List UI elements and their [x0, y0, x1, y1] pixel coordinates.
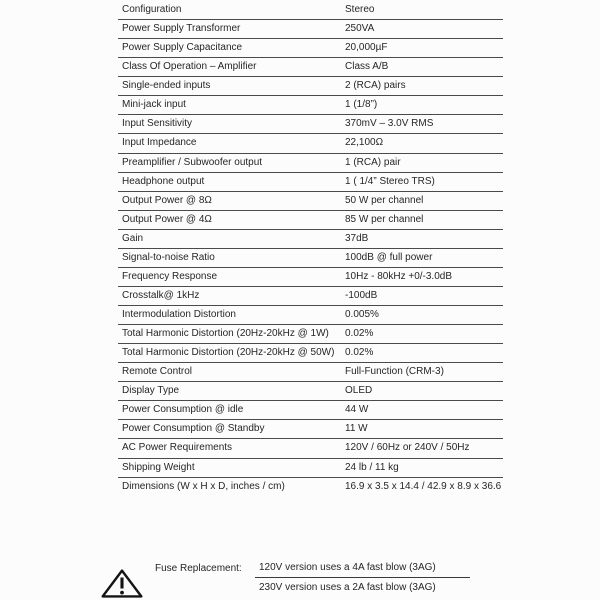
spec-value: 0.005%	[345, 309, 379, 321]
spec-label: Power Consumption @ idle	[122, 404, 244, 416]
spec-row	[118, 306, 503, 325]
spec-row	[118, 1, 503, 20]
spec-row	[118, 58, 503, 77]
spec-row	[118, 363, 503, 382]
spec-value: OLED	[345, 385, 373, 397]
spec-value: 1 ( 1/4” Stereo TRS)	[345, 175, 435, 187]
spec-row	[118, 478, 503, 497]
spec-value: 22,100Ω	[345, 137, 384, 149]
spec-row	[118, 211, 503, 230]
spec-label: Power Supply Capacitance	[122, 42, 243, 54]
fuse-note	[255, 559, 470, 594]
spec-label: Headphone output	[122, 175, 205, 187]
spec-row	[118, 344, 503, 363]
spec-row	[118, 325, 503, 344]
spec-row	[118, 249, 503, 268]
spec-label: Single-ended inputs	[122, 80, 211, 92]
spec-row	[118, 287, 503, 306]
spec-row	[118, 401, 503, 420]
spec-row	[118, 154, 503, 173]
spec-label: Total Harmonic Distortion (20Hz-20kHz @ 1W)	[122, 328, 329, 340]
spec-row	[118, 459, 503, 478]
spec-row	[118, 192, 503, 211]
spec-label: Class Of Operation – Amplifier	[122, 61, 257, 73]
spec-label: Total Harmonic Distortion (20Hz-20kHz @ 50W)	[122, 347, 335, 359]
spec-row	[118, 420, 503, 439]
spec-label: Mini-jack input	[122, 99, 186, 111]
spec-value: 20,000µF	[345, 42, 388, 54]
spec-value: 1 (RCA) pair	[345, 156, 401, 168]
spec-label: Output Power @ 8Ω	[122, 194, 212, 206]
spec-value: 50 W per channel	[345, 194, 424, 206]
spec-row	[118, 77, 503, 96]
spec-row	[118, 439, 503, 458]
spec-row	[118, 268, 503, 287]
spec-label: Crosstalk@ 1kHz	[122, 289, 200, 301]
spec-label: Preamplifier / Subwoofer output	[122, 156, 263, 168]
spec-value: Class A/B	[345, 61, 389, 73]
spec-value: 100dB @ full power	[345, 251, 433, 263]
spec-label: Output Power @ 4Ω	[122, 213, 212, 225]
spec-label: AC Power Requirements	[122, 442, 233, 454]
spec-table	[118, 1, 503, 497]
spec-row	[118, 96, 503, 115]
spec-label: Dimensions (W x H x D, inches / cm)	[122, 481, 285, 493]
spec-label: Shipping Weight	[122, 461, 195, 473]
fuse-replacement-label: Fuse Replacement:	[155, 563, 242, 574]
spec-value: 10Hz - 80kHz +0/-3.0dB	[345, 270, 452, 282]
spec-row	[118, 20, 503, 39]
spec-value: 120V / 60Hz or 240V / 50Hz	[345, 442, 470, 454]
fuse-note-120v: 120V version uses a 4A fast blow (3AG)	[255, 559, 470, 578]
spec-row	[118, 382, 503, 401]
spec-value: 250VA	[345, 23, 375, 35]
spec-row	[118, 230, 503, 249]
spec-row	[118, 39, 503, 58]
spec-value: 2 (RCA) pairs	[345, 80, 406, 92]
warning-triangle-icon	[100, 568, 144, 599]
spec-label: Intermodulation Distortion	[122, 309, 236, 321]
spec-label: Display Type	[122, 385, 180, 397]
spec-row	[118, 173, 503, 192]
spec-label: Power Consumption @ Standby	[122, 423, 265, 435]
spec-row	[118, 115, 503, 134]
spec-value: 85 W per channel	[345, 213, 424, 225]
spec-label: Remote Control	[122, 366, 193, 378]
spec-label: Gain	[122, 232, 144, 244]
spec-label: Configuration	[122, 4, 182, 16]
spec-value: Full-Function (CRM-3)	[345, 366, 444, 378]
spec-value: 11 W	[345, 423, 368, 435]
spec-value: 0.02%	[345, 347, 374, 359]
spec-value: 37dB	[345, 232, 369, 244]
spec-value: 16.9 x 3.5 x 14.4 / 42.9 x 8.9 x 36.6	[345, 481, 502, 493]
spec-label: Input Sensitivity	[122, 118, 193, 130]
spec-label: Power Supply Transformer	[122, 23, 241, 35]
spec-label: Input Impedance	[122, 137, 197, 149]
spec-value: 370mV – 3.0V RMS	[345, 118, 434, 130]
spec-label: Signal-to-noise Ratio	[122, 251, 215, 263]
spec-value: 24 lb / 11 kg	[345, 461, 399, 473]
spec-row	[118, 134, 503, 153]
spec-value: 1 (1/8”)	[345, 99, 378, 111]
spec-value: -100dB	[345, 289, 378, 301]
spec-label: Frequency Response	[122, 270, 218, 282]
spec-value: 44 W	[345, 404, 369, 416]
spec-value: 0.02%	[345, 328, 374, 340]
spec-value: Stereo	[345, 4, 375, 16]
fuse-note-230v: 230V version uses a 2A fast blow (3AG)	[259, 582, 436, 593]
